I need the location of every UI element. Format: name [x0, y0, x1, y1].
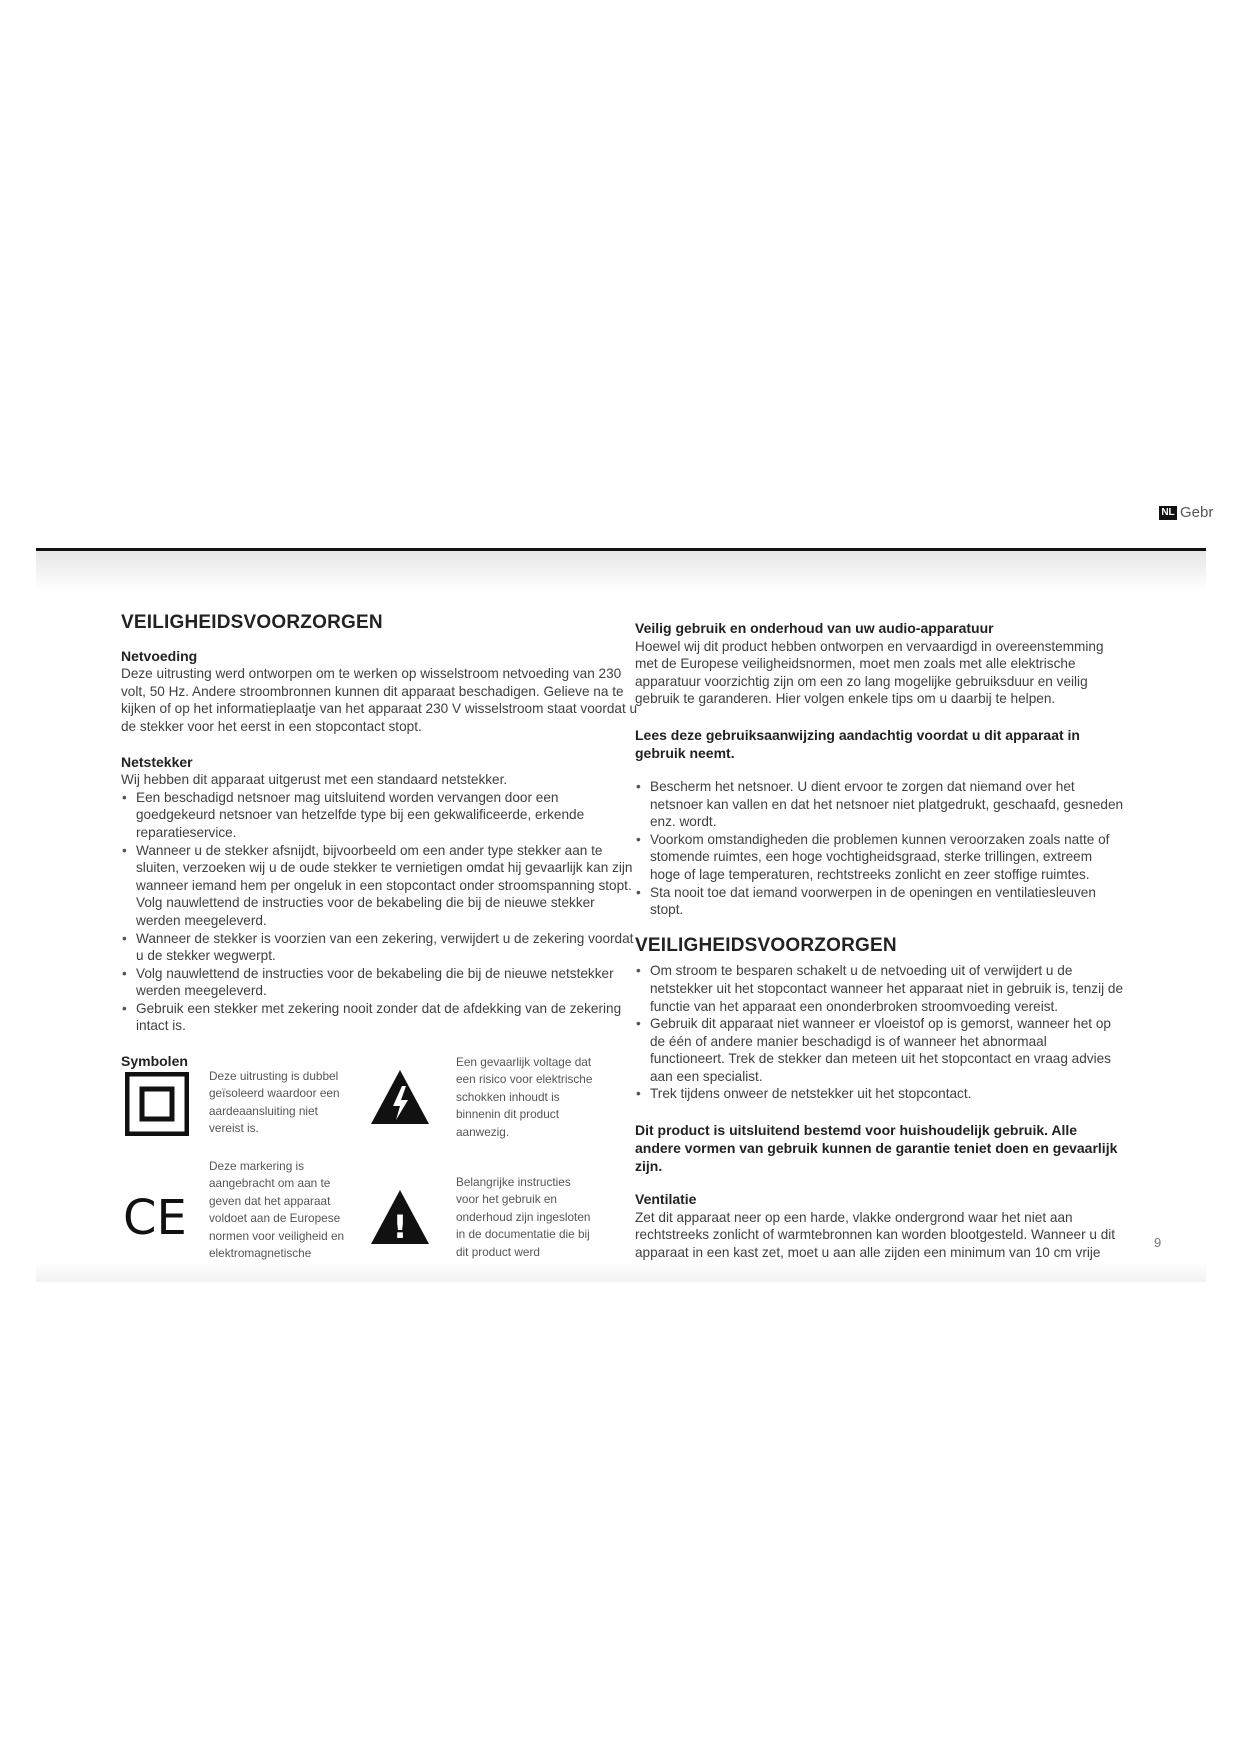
list-item: • Sta nooit toe dat iemand voorwerpen in de openingen en ventilatiesleuven stopt.	[635, 884, 1125, 919]
ventilatie-text: Zet dit apparaat neer op een harde, vlakke ondergrond waar het niet aan rechtstreeks zonlicht of warmtebronnen kan worden blootgesteld. Wanneer u dit apparaat in een kast zet, moet u aan alle zijden een minimum van 10 cm vrije	[635, 1209, 1116, 1260]
ce-mark-text: CE	[123, 1190, 187, 1242]
household-note: Dit product is uitsluitend bestemd voor huishoudelijk gebruik. Alle andere vormen van gebruik kunnen de garantie teniet doen en gevaarlijk zijn.	[635, 1122, 1118, 1175]
netvoeding-section	[121, 648, 641, 736]
netstekker-section	[121, 754, 641, 1036]
power-list	[635, 962, 1125, 1103]
list-item: • Om stroom te besparen schakelt u de netvoeding uit of verwijdert u de netstekker uit het stopcontact wanneer het apparaat niet in gebruik is, tenzij de functie van het apparaat een ononderbroken stroomvoeding vereist.	[635, 962, 1125, 1015]
list-item: • Gebruik een stekker met zekering nooit zonder dat de afdekking van de zekering intact is.	[121, 1000, 641, 1035]
lightning-warning-icon	[369, 1068, 431, 1126]
veilig-text: Hoewel wij dit product hebben ontworpen en vervaardigd in overeenstemming met de Europese veiligheidsnormen, moet men zoals met alle elektrische apparatuur voorzichtig zijn om een zo lang mogelijke gebruiksduur en veilig gebruik te garanderen. Hier volgen enkele tips om u daarbij te helpen.	[635, 638, 1104, 707]
veilig-section	[635, 620, 1125, 708]
instructions-text: Belangrijke instructies voor het gebruik en onderhoud zijn ingesloten in de documentatie die bij dit product werd	[456, 1175, 591, 1259]
care-list	[635, 778, 1125, 919]
section-title-2: VEILIGHEIDSVOORZORGEN	[635, 934, 897, 956]
double-insulation-icon	[125, 1072, 189, 1136]
list-item: • Trek tijdens onweer de netstekker uit het stopcontact.	[635, 1085, 1125, 1103]
header-shade	[36, 551, 1206, 591]
exclamation-warning-icon	[369, 1188, 431, 1246]
list-item: • Bescherm het netsnoer. U dient ervoor te zorgen dat niemand over het netsnoer kan vallen en dat het netsnoer niet platgedrukt, geschaafd, gesneden enz. wordt.	[635, 778, 1125, 831]
exclamation-text: !	[392, 1208, 408, 1246]
list-item: • Een beschadigd netsnoer mag uitsluitend worden vervangen door een goedgekeurd netsnoer van hetzelfde type bij een gekwalificeerde, erkende reparatieservice.	[121, 789, 641, 842]
read-manual-note: Lees deze gebruiksaanwijzing aandachtig voordat u dit apparaat in gebruik neemt.	[635, 726, 1080, 761]
header-title: Gebr	[1180, 504, 1214, 521]
list-item: • Voorkom omstandigheden die problemen kunnen veroorzaken zoals natte of stomende ruimtes, een hoge vochtigheidsgraad, sterke trillingen, extreem hoge of lage temperaturen, rechtstreeks zonlicht en zeer stoffige ruimtes.	[635, 831, 1125, 884]
veilig-heading: Veilig gebruik en onderhoud van uw audio-apparatuur	[635, 620, 994, 636]
netstekker-heading: Netstekker	[121, 753, 193, 770]
ventilatie-heading: Ventilatie	[635, 1191, 697, 1208]
ce-text: Deze markering is aangebracht om aan te geven dat het apparaat voldoet aan de Europese normen voor veiligheid en elektromagnetische	[209, 1159, 345, 1261]
left-column	[121, 614, 641, 1071]
double-insulation-text: Deze uitrusting is dubbel geïsoleerd waardoor een aardeaansluiting niet vereist is.	[209, 1069, 340, 1136]
language-badge: NL	[1159, 506, 1177, 520]
list-item: • Volg nauwlettend de instructies voor de bekabeling die bij de nieuwe netstekker werden meegeleverd.	[121, 965, 641, 1000]
netstekker-intro: Wij hebben dit apparaat uitgerust met een standaard netstekker.	[121, 772, 508, 788]
list-item: • Wanneer u de stekker afsnijdt, bijvoorbeeld om een ander type stekker aan te sluiten, verzoeken wij u de oude stekker te vernietigen omdat hij gevaarlijk kan zijn wanneer iemand hem per ongeluk in een stopcontact onder stroomspanning stopt. Volg nauwlettend de instructies voor de bekabeling die bij de nieuwe stekker werden meegeleverd.	[121, 842, 641, 930]
symbols-grid	[121, 1050, 621, 1280]
footer-shade	[36, 1262, 1206, 1282]
netvoeding-heading: Netvoeding	[121, 647, 198, 664]
ce-mark-icon	[123, 1190, 193, 1242]
netvoeding-text: Deze uitrusting werd ontworpen om te werken op wisselstroom netvoeding van 230 volt, 50 Hz. Andere stroombronnen kunnen dit apparaat beschadigen. Gelieve na te kijken of op het informatieplaatje van het apparaat 230 V wisselstroom staat voordat u de stekker voor het eerst in een stopcontact stopt.	[121, 666, 638, 734]
list-item: • Gebruik dit apparaat niet wanneer er vloeistof op is gemorst, wanneer het op de één of andere manier beschadigd is of wanneer het abnormaal functioneert. Trek de stekker dan meteen uit het stopcontact en vraag advies aan een specialist.	[635, 1015, 1125, 1085]
voltage-text: Een gevaarlijk voltage dat een risico voor elektrische schokken inhoudt is binnenin dit product aanwezig.	[456, 1055, 593, 1139]
symbolen-heading: Symbolen	[121, 1053, 188, 1070]
list-item: • Wanneer de stekker is voorzien van een zekering, verwijdert u de zekering voordat u de stekker wegwerpt.	[121, 930, 641, 965]
right-column	[635, 620, 1125, 1279]
netstekker-list	[121, 789, 641, 1035]
page-number: 9	[1154, 1235, 1162, 1250]
section-title: VEILIGHEIDSVOORZORGEN	[121, 612, 383, 633]
